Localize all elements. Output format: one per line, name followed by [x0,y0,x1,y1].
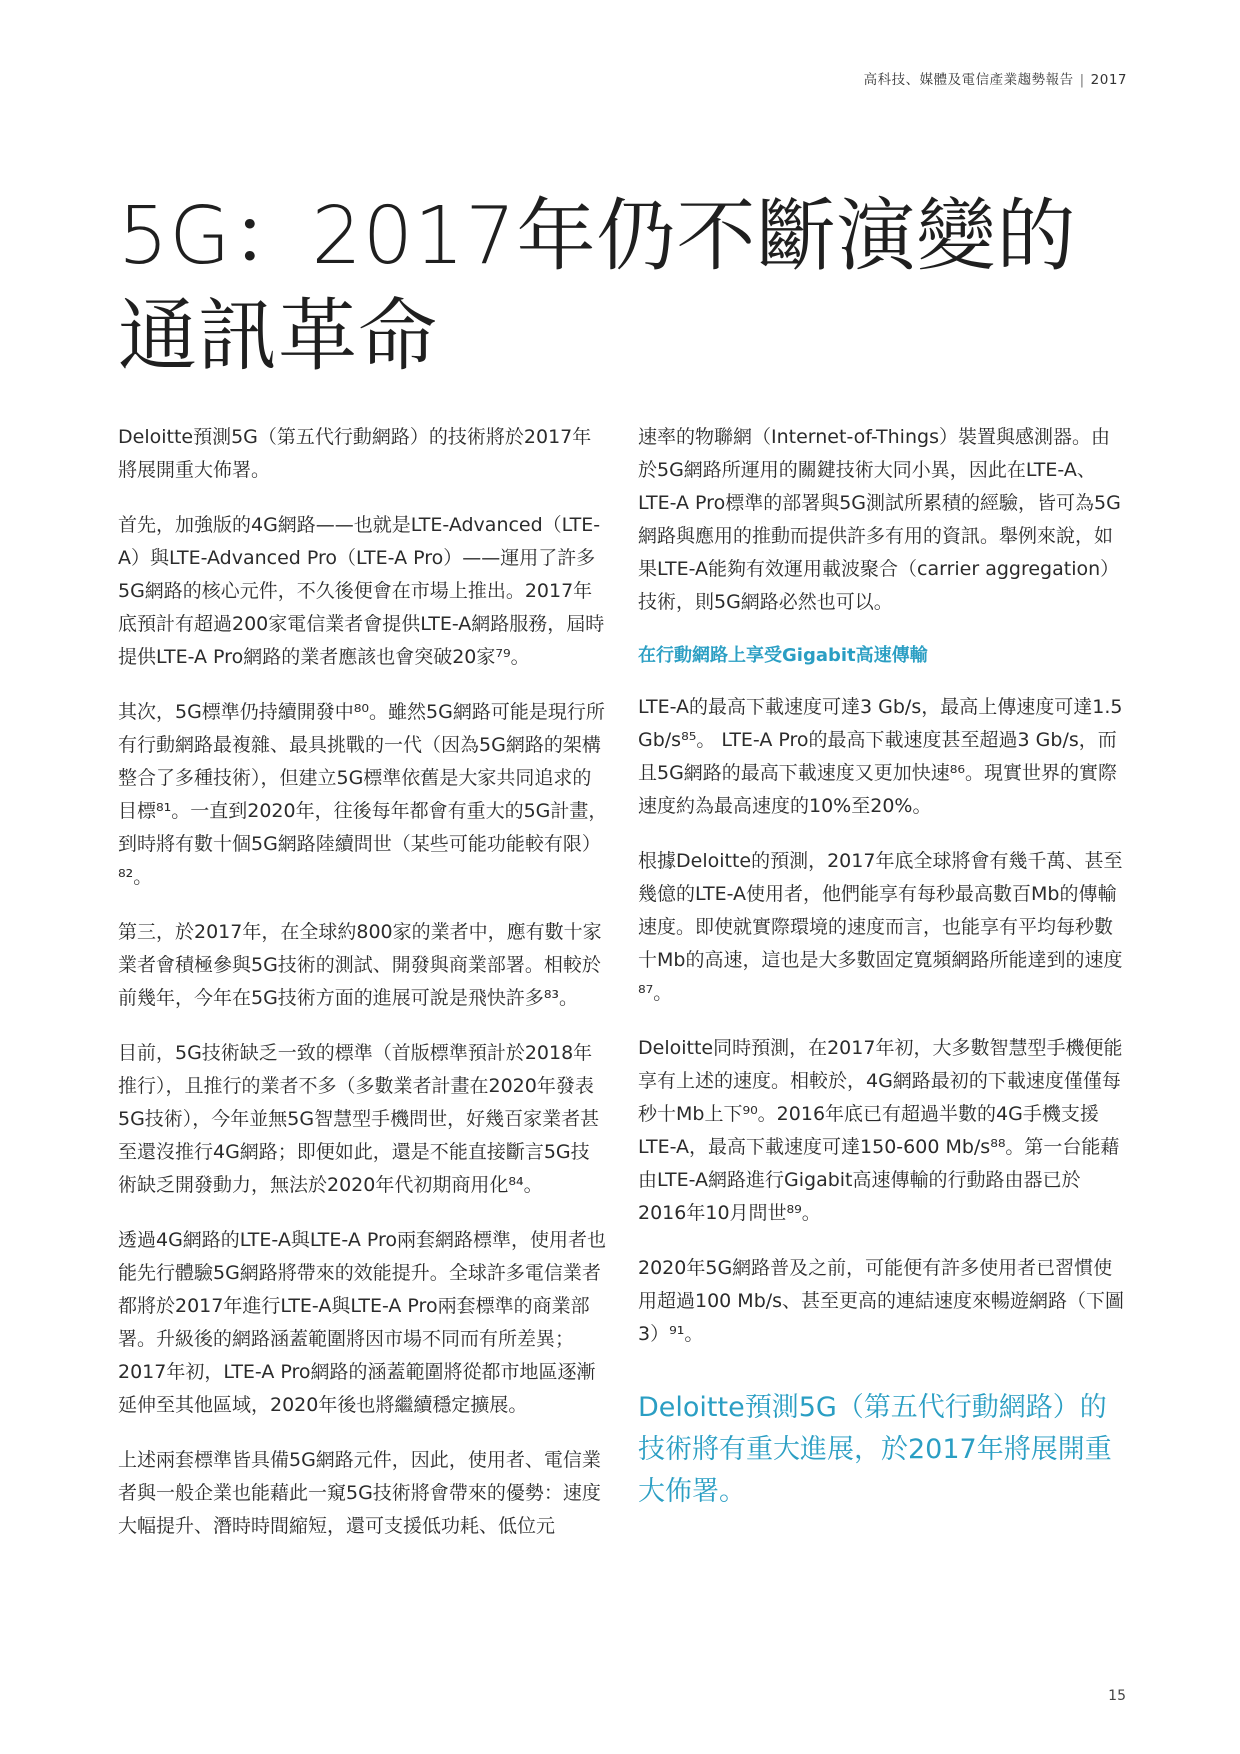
paragraph: 透過4G網路的LTE-A與LTE-A Pro兩套網路標準，使用者也能先行體驗5G網路將帶來的效能提升。全球許多電信業者都將於2017年進行LTE-A與LTE-A Pro兩套標準的商業部署。升級後的網路涵蓋範圍將因市場不同而有所差異；2017年初，LTE-A Pro網路的涵蓋範圍將從都市地區逐漸延伸至其他區域，2020年後也將繼續穩定擴展。 [118,1229,607,1416]
paragraph: 2020年5G網路普及之前，可能便有許多使用者已習慣使用超過100 Mb/s、甚至更高的連結速度來暢遊網路（下圖3）⁹¹。 [638,1257,1125,1345]
paragraph: 目前，5G技術缺乏一致的標準（首版標準預計於2018年推行），且推行的業者不多（多數業者計畫在2020年發表5G技術），今年並無5G智慧型手機問世，好幾百家業者甚至還沒推行4G網路；即便如此，還是不能直接斷言5G技術缺乏開發動力，無法於2020年代初期商用化⁸⁴。 [118,1042,600,1196]
left-column [118,421,608,1565]
paragraph: 上述兩套標準皆具備5G網路元件，因此，使用者、電信業者與一般企業也能藉此一窺5G技術將會帶來的優勢：速度大幅提升、潛時時間縮短，還可支援低功耗、低位元 [118,1449,601,1537]
report-title: 高科技、媒體及電信產業趨勢報告 [863,72,1074,88]
section-subheading: 在行動網路上享受Gigabit高速傳輸 [638,645,928,666]
paragraph: 速率的物聯網（Internet-of-Things）裝置與感測器。由於5G網路所運用的關鍵技術大同小異，因此在LTE-A、LTE-A Pro標準的部署與5G測試所累積的經驗，皆可為5G網路與應用的推動而提供許多有用的資訊。舉例來說，如果LTE-A能夠有效運用載波聚合（carrier aggregation）技術，則5G網路必然也可以。 [638,426,1121,613]
paragraph: 第三，於2017年，在全球約800家的業者中，應有數十家業者會積極參與5G技術的測試、開發與商業部署。相較於前幾年，今年在5G技術方面的進展可說是飛快許多⁸³。 [118,921,602,1009]
page-title: 5G：2017年仍不斷演變的通訊革命 [118,190,1077,382]
right-column [638,421,1128,1513]
page-number: 15 [1108,1688,1126,1704]
paragraph: 首先，加強版的4G網路——也就是LTE-Advanced（LTE-A）與LTE-Advanced Pro（LTE-A Pro）——運用了許多5G網路的核心元件，不久後便會在市場上推出。2017年底預計有超過200家電信業者會提供LTE-A網路服務，屆時提供LTE-A Pro網路的業者應該也會突破20家⁷⁹。 [118,514,605,668]
pull-quote: Deloitte預測5G（第五代行動網路）的技術將有重大進展，於2017年將展開重大佈署。 [638,1392,1112,1507]
paragraph: Deloitte預測5G（第五代行動網路）的技術將於2017年將展開重大佈署。 [118,426,592,481]
paragraph: LTE-A的最高下載速度可達3 Gb/s，最高上傳速度可達1.5 Gb/s⁸⁵。 LTE-A Pro的最高下載速度甚至超過3 Gb/s，而且5G網路的最高下載速度又更加快速⁸⁶。現實世界的實際速度約為最高速度的10%至20%。 [638,696,1123,817]
paragraph: 其次，5G標準仍持續開發中⁸⁰。雖然5G網路可能是現行所有行動網路最複雜、最具挑戰的一代（因為5G網路的架構整合了多種技術），但建立5G標準依舊是大家共同追求的目標⁸¹。一直到2020年，往後每年都會有重大的5G計畫，到時將有數十個5G網路陸續問世（某些可能功能較有限）⁸²。 [118,701,608,888]
paragraph: Deloitte同時預測，在2017年初，大多數智慧型手機便能享有上述的速度。相較於，4G網路最初的下載速度僅僅每秒十Mb上下⁹⁰。2016年底已有超過半數的4G手機支援LTE-A，最高下載速度可達150-600 Mb/s⁸⁸。第一台能藉由LTE-A網路進行Gigabit高速傳輸的行動路由器已於2016年10月問世⁸⁹。 [638,1037,1123,1224]
header-separator: | [1079,72,1085,88]
running-header [864,68,1127,88]
report-year: 2017 [1090,72,1127,88]
paragraph: 根據Deloitte的預測，2017年底全球將會有幾千萬、甚至幾億的LTE-A使用者，他們能享有每秒最高數百Mb的傳輸速度。即使就實際環境的速度而言，也能享有平均每秒數十Mb的高速，這也是大多數固定寬頻網路所能達到的速度⁸⁷。 [638,850,1123,1004]
